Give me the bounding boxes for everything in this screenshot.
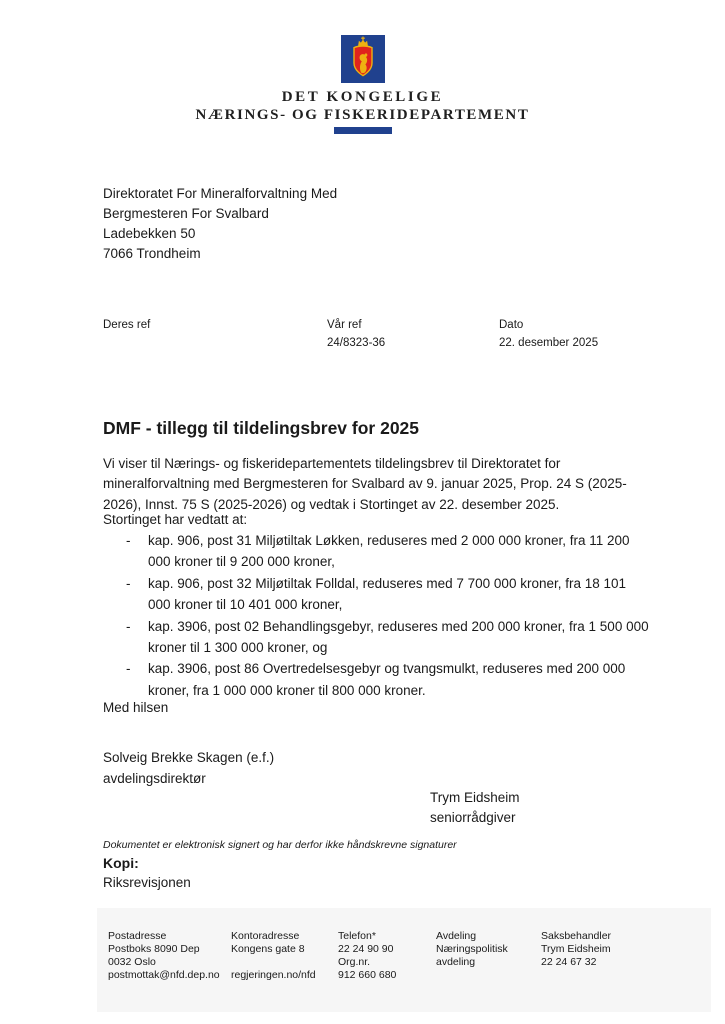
vaar-ref-field (327, 318, 385, 350)
footer-line: Org.nr. (338, 956, 371, 968)
recipient-line: Ladebekken 50 (103, 226, 196, 241)
footer (97, 908, 711, 1012)
list-intro: Stortinget har vedtatt at: (103, 512, 248, 527)
footer-orgnr: 912 660 680 (338, 969, 397, 981)
letter-title: DMF - tillegg til tildelingsbrev for 2025 (103, 417, 420, 438)
footer-postadresse (108, 930, 226, 982)
deres-ref-field (103, 318, 150, 336)
vaar-ref-value: 24/8323-36 (327, 337, 386, 349)
closing-phrase: Med hilsen (103, 700, 169, 715)
decision-list (103, 530, 651, 701)
ministry-name-line1: DET KONGELIGE (281, 89, 444, 105)
footer-line: avdeling (436, 956, 476, 968)
footer-telefon (338, 930, 430, 982)
coat-of-arms-icon (341, 35, 385, 83)
footer-saksbehandler (541, 930, 671, 969)
kopi-label: Kopi: (103, 855, 139, 871)
footer-line: 22 24 90 90 (338, 943, 394, 955)
kopi-recipient: Riksrevisjonen (103, 875, 191, 890)
letterhead (0, 35, 725, 134)
signer2-name: Trym Eidsheim (430, 790, 520, 805)
signature-block-secondary (430, 788, 520, 827)
footer-line: 22 24 67 32 (541, 956, 597, 968)
dato-value: 22. desember 2025 (499, 337, 599, 349)
footer-line: Kongens gate 8 (231, 943, 305, 955)
recipient-address (103, 184, 337, 264)
footer-website: regjeringen.no/nfd (231, 969, 316, 981)
signer1-title: avdelingsdirektør (103, 771, 206, 786)
electronic-signature-note: Dokumentet er elektronisk signert og har derfor ikke håndskrevne signaturer (103, 839, 457, 851)
footer-line: Postboks 8090 Dep (108, 943, 200, 955)
footer-line: Trym Eidsheim (541, 943, 611, 955)
intro-paragraph: Vi viser til Nærings- og fiskeridepartementets tildelingsbrev til Direktoratet for mineralforvaltning med Bergmesteren for Svalbard av 9. januar 2025, Prop. 24 S (2025-2026), Innst. 75 S (2025-2026) og vedtak i Stortinget av 22. desember 2025. (103, 455, 627, 512)
list-item: - kap. 3906, post 02 Behandlingsgebyr, reduseres med 200 000 kroner, fra 1 500 000 kroner til 1 300 000 kroner, og (103, 616, 651, 659)
footer-kontoradresse (231, 930, 333, 982)
footer-line: Postadresse (108, 930, 167, 942)
vaar-ref-label: Vår ref (327, 319, 362, 331)
deres-ref-label: Deres ref (103, 319, 151, 331)
footer-line: Saksbehandler (541, 930, 612, 942)
crest-bar (334, 127, 392, 134)
signer2-title: seniorrådgiver (430, 809, 516, 825)
list-item: - kap. 3906, post 86 Overtredelsesgebyr og tvangsmulkt, reduseres med 200 000 kroner, fra 1 000 000 kroner til 800 000 kroner. (103, 658, 651, 701)
dato-label: Dato (499, 319, 524, 331)
footer-line: 0032 Oslo (108, 956, 156, 968)
footer-line: Telefon* (338, 930, 376, 942)
footer-avdeling (436, 930, 534, 969)
ministry-name-line2: NÆRINGS- OG FISKERIDEPARTEMENT (195, 107, 530, 123)
footer-line: Næringspolitisk (436, 943, 508, 955)
footer-line: Kontoradresse (231, 930, 300, 942)
signature-block-primary (103, 747, 274, 789)
recipient-line: Bergmesteren For Svalbard (103, 206, 269, 221)
recipient-line: 7066 Trondheim (103, 246, 201, 261)
list-item: - kap. 906, post 31 Miljøtiltak Løkken, reduseres med 2 000 000 kroner, fra 11 200 000 kroner til 9 200 000 kroner, (103, 530, 651, 573)
dato-field (499, 318, 598, 350)
signer1-name: Solveig Brekke Skagen (e.f.) (103, 750, 275, 765)
footer-line: Avdeling (436, 930, 477, 942)
footer-line (231, 956, 333, 969)
recipient-line: Direktoratet For Mineralforvaltning Med (103, 186, 338, 201)
list-item: - kap. 906, post 32 Miljøtiltak Folldal, reduseres med 7 700 000 kroner, fra 18 101 000 kroner til 10 401 000 kroner, (103, 573, 651, 616)
footer-email: postmottak@nfd.dep.no (108, 969, 220, 981)
